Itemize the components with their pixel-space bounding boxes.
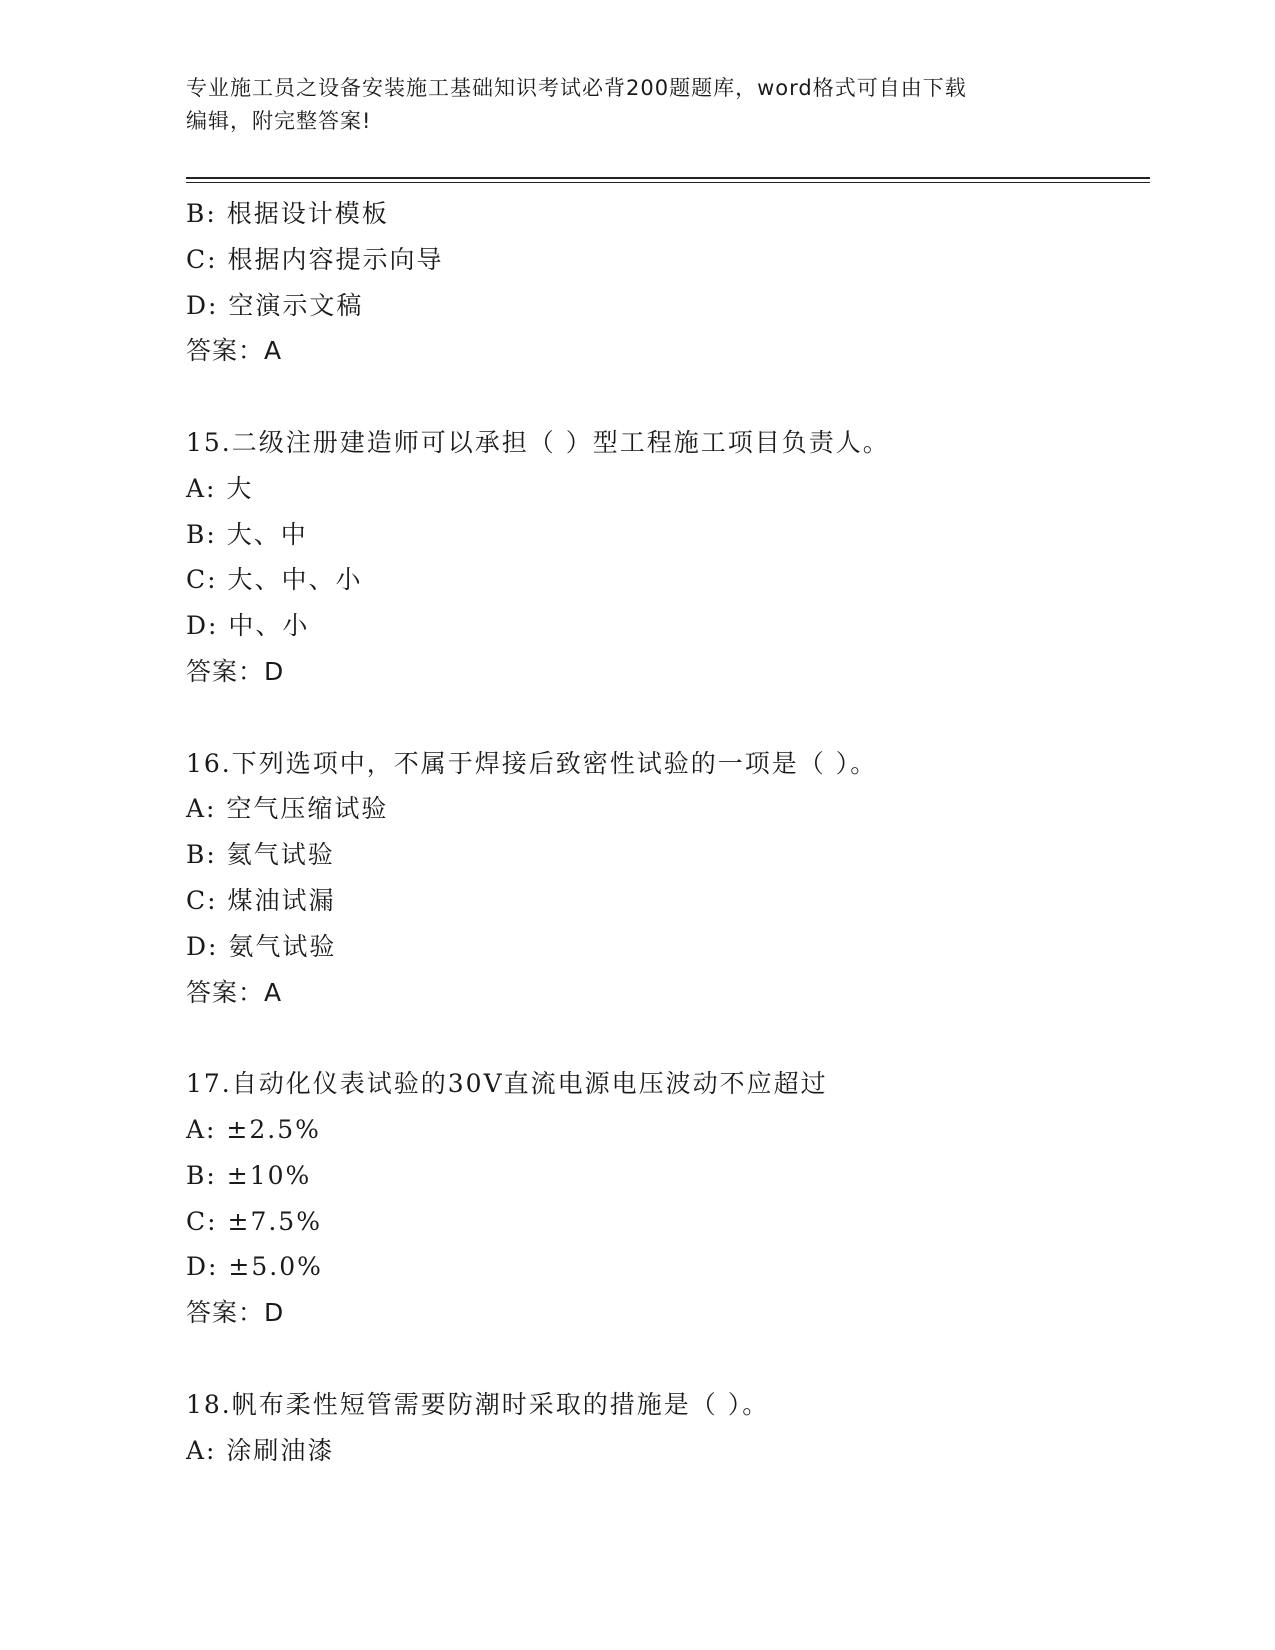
header-line-1: 专业施工员之设备安装施工基础知识考试必背200题题库，word格式可自由下载 (186, 76, 967, 100)
option-d: D: 中、小 (186, 611, 310, 641)
option-b: B: 氦气试验 (186, 840, 335, 870)
spacer (186, 1015, 1150, 1061)
option-d: D: 氨气试验 (186, 931, 337, 961)
option-b: B: ±10% (186, 1160, 312, 1190)
option-c: C: 大、中、小 (186, 565, 363, 595)
option-c: C: 煤油试漏 (186, 885, 336, 915)
option-b: B: 根据设计模板 (186, 199, 389, 228)
option-c: C: ±7.5% (186, 1206, 322, 1236)
header-rule-thin (186, 182, 1150, 183)
question-stem: 15.二级注册建造师可以承担（ ）型工程施工项目负责人。 (186, 427, 890, 457)
option-d: D: ±5.0% (186, 1252, 323, 1282)
question-list (186, 191, 1150, 1473)
answer-line: 答案：D (186, 656, 285, 686)
header-rule-thick (186, 177, 1150, 179)
header-line-2: 编辑，附完整答案! (186, 109, 372, 133)
option-b: B: 大、中 (186, 519, 308, 549)
option-a: A: 涂刷油漆 (186, 1435, 335, 1465)
option-d: D: 空演示文稿 (186, 290, 364, 320)
spacer (186, 695, 1150, 741)
question-stem: 18.帆布柔性短管需要防潮时采取的措施是（ ）。 (186, 1389, 770, 1419)
question-stem: 17.自动化仪表试验的30V直流电源电压波动不应超过 (186, 1069, 828, 1099)
option-c: C: 根据内容提示向导 (186, 244, 444, 274)
option-a: A: 空气压缩试验 (186, 794, 389, 824)
spacer (186, 374, 1150, 420)
question-stem: 16.下列选项中，不属于焊接后致密性试验的一项是（ ）。 (186, 748, 878, 778)
option-a: A: 大 (186, 473, 254, 503)
answer-line: 答案：A (186, 977, 283, 1007)
option-a: A: ±2.5% (186, 1114, 321, 1144)
document-header (186, 72, 1086, 138)
answer-line: 答案：A (186, 336, 283, 366)
answer-line: 答案：D (186, 1298, 285, 1328)
spacer (186, 1336, 1150, 1382)
